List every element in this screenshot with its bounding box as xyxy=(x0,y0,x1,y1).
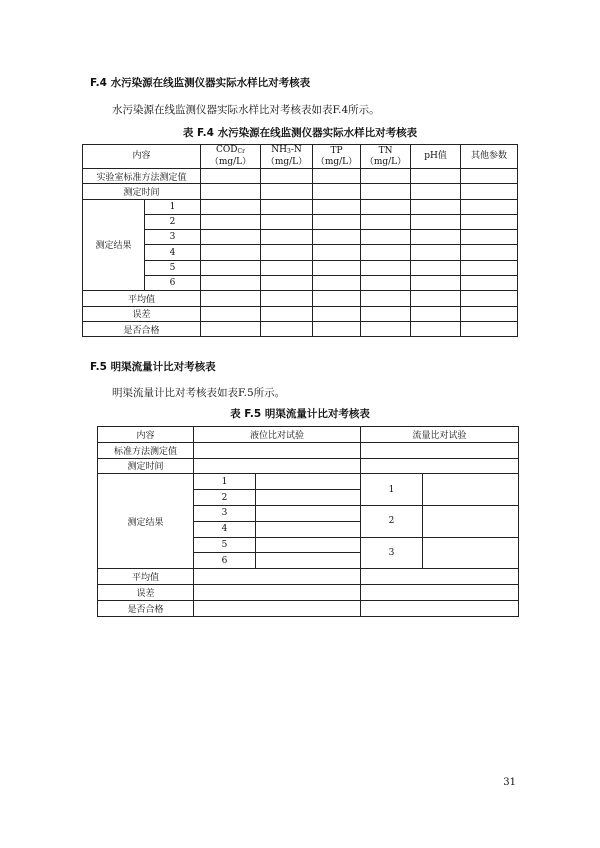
row-label-pass: 是否合格 xyxy=(98,600,194,616)
section-f5-intro: 明渠流量计比对考核表如表F.5所示。 xyxy=(112,387,286,399)
row-num: 4 xyxy=(145,245,201,260)
row-label-avg: 平均值 xyxy=(98,569,194,585)
table-row xyxy=(83,169,518,184)
header-flow-test: 流量比对试验 xyxy=(361,427,519,443)
table-row xyxy=(83,230,518,245)
table-f5 xyxy=(97,426,519,617)
page-number: 31 xyxy=(503,777,516,788)
row-num: 5 xyxy=(145,260,201,275)
header-content: 内容 xyxy=(83,145,201,169)
table-row xyxy=(83,245,518,260)
row-num: 1 xyxy=(145,199,201,214)
table-row xyxy=(83,321,518,336)
row-label-pass: 是否合格 xyxy=(83,321,201,336)
header-content: 内容 xyxy=(98,427,194,443)
row-label-result: 测定结果 xyxy=(83,199,145,291)
row-label-err: 误差 xyxy=(83,306,201,321)
table-row xyxy=(98,458,519,474)
row-num: 6 xyxy=(145,276,201,291)
flow-num: 1 xyxy=(361,474,423,506)
level-num: 5 xyxy=(194,537,256,553)
level-num: 2 xyxy=(194,490,256,506)
table-row xyxy=(83,260,518,275)
table-f4-caption: 表 F.4 水污染源在线监测仪器实际水样比对考核表 xyxy=(182,127,418,139)
header-ph: pH值 xyxy=(411,145,461,169)
table-f5-caption: 表 F.5 明渠流量计比对考核表 xyxy=(230,408,370,420)
table-row xyxy=(98,584,519,600)
level-num: 1 xyxy=(194,474,256,490)
table-row xyxy=(98,474,519,490)
section-f4-heading: F.4 水污染源在线监测仪器实际水样比对考核表 xyxy=(90,77,311,89)
row-num: 3 xyxy=(145,230,201,245)
table-f4 xyxy=(82,144,518,337)
level-num: 6 xyxy=(194,553,256,569)
table-row xyxy=(83,214,518,229)
header-tp: TP （mg/L） xyxy=(313,145,361,169)
table-f4-header-row xyxy=(83,145,518,169)
table-row xyxy=(83,291,518,306)
level-num: 3 xyxy=(194,505,256,521)
table-row xyxy=(83,199,518,214)
table-row xyxy=(98,442,519,458)
table-row xyxy=(98,600,519,616)
section-f4-intro: 水污染源在线监测仪器实际水样比对考核表如表F.4所示。 xyxy=(112,104,380,116)
flow-num: 3 xyxy=(361,537,423,569)
row-label-lab: 实验室标准方法测定值 xyxy=(83,169,201,184)
flow-num: 2 xyxy=(361,505,423,537)
table-row xyxy=(83,306,518,321)
row-label-time: 测定时间 xyxy=(98,458,194,474)
row-label-std: 标准方法测定值 xyxy=(98,442,194,458)
row-num: 2 xyxy=(145,214,201,229)
table-row xyxy=(98,569,519,585)
header-nh3n: $NH_3-N$ （mg/L） xyxy=(261,145,313,169)
section-f5-heading: F.5 明渠流量计比对考核表 xyxy=(90,361,216,373)
row-label-err: 误差 xyxy=(98,584,194,600)
header-tn: TN （mg/L） xyxy=(361,145,411,169)
header-cod: $COD_{Cr}$ （mg/L） xyxy=(201,145,261,169)
level-num: 4 xyxy=(194,521,256,537)
header-other: 其他参数 xyxy=(461,145,518,169)
table-row xyxy=(83,276,518,291)
row-label-avg: 平均值 xyxy=(83,291,201,306)
row-label-result: 测定结果 xyxy=(98,474,194,569)
row-label-time: 测定时间 xyxy=(83,184,201,199)
table-row xyxy=(83,184,518,199)
header-level-test: 液位比对试验 xyxy=(194,427,361,443)
table-f5-header-row xyxy=(98,427,519,443)
